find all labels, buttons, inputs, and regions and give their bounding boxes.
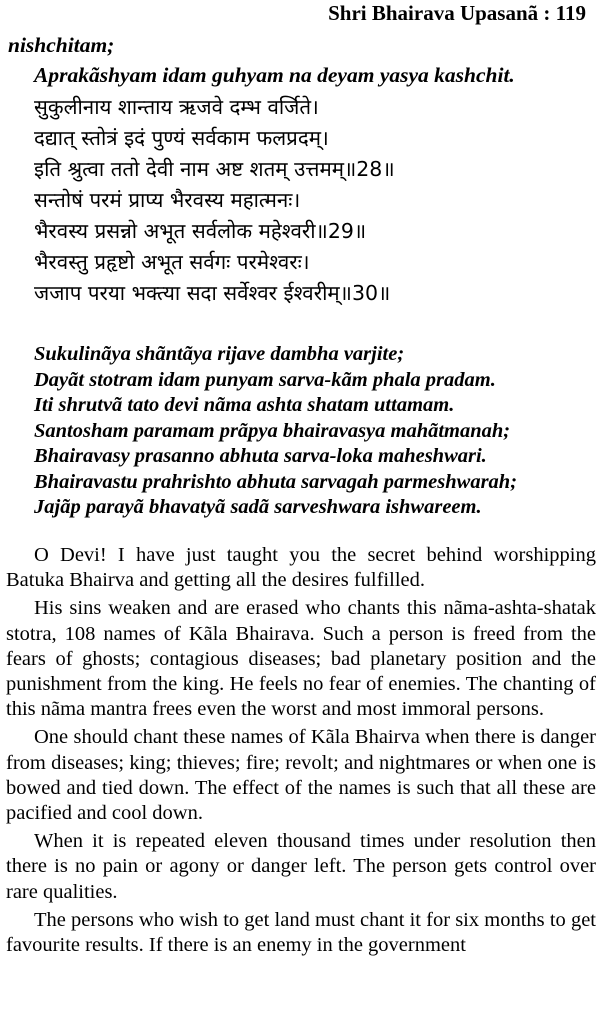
transliteration-line: Sukulinãya shãntãya rijave dambha varjite; (34, 343, 405, 365)
transliteration-line: Iti shrutvã tato devi nãma ashta shatam uttamam. (34, 394, 455, 416)
devanagari-line: सुकुलीनाय शान्ताय ऋजवे दम्भ वर्जिते। (34, 95, 319, 119)
paragraph: When it is repeated eleven thousand times under resolution then there is no pain or agony or danger left. The person gets control over rare qualities. (6, 830, 596, 903)
paragraph: One should chant these names of Kãla Bhairva when there is danger from diseases; king; thieves; fire; revolt; and nightmares or when one is bowed and tied down. The effect of the names is such that all these are pacified and cool down. (6, 726, 596, 825)
transliteration-line: Bhairavastu prahrishto abhuta sarvagah parmeshwarah; (34, 470, 518, 493)
transliteration-line: Santosham paramam prãpya bhairavasya mahãtmanah; (34, 419, 511, 442)
devanagari-line: दद्यात् स्तोत्रं इदं पुण्यं सर्वकाम फलप्रदम्। (34, 126, 329, 150)
transliteration-line: Dayãt stotram idam punyam sarva-kãm phala pradam. (34, 368, 496, 391)
devanagari-line: भैरवस्य प्रसन्नो अभूत सर्वलोक महेश्वरी॥29॥ (34, 219, 367, 243)
devanagari-line: इति श्रुत्वा ततो देवी नाम अष्ट शतम् उत्तमम्॥28॥ (34, 157, 395, 181)
devanagari-line: सन्तोषं परमं प्राप्य भैरवस्य महात्मनः। (34, 188, 301, 212)
paragraph: O Devi! I have just taught you the secret behind worshipping Batuka Bhairva and getting all the desires fulfilled. (6, 544, 596, 592)
transliteration-line: Jajãp parayã bhavatyã sadã sarveshwara ishwareem. (34, 496, 482, 518)
paragraph: The persons who wish to get land must chant it for six months to get favourite results. If there is an enemy in the government (6, 908, 596, 957)
running-header: Shri Bhairava Upasanã : 119 (328, 1, 586, 25)
body-text (6, 543, 596, 961)
devanagari-line: भैरवस्तु प्रहृष्टो अभूत सर्वगः परमेश्वरः। (34, 250, 310, 274)
transliteration-verses (34, 342, 517, 521)
paragraph: His sins weaken and are erased who chants this nãma-ashta-shatak stotra, 108 names of Kãla Bhairava. Such a person is freed from the fears of ghosts; contagious diseases; bad planetary position and the punishment from the king. He feels no fear of enemies. The chanting of this nãma mantra frees even the worst and most immoral persons. (6, 597, 596, 721)
verse-continuation: nishchitam; (8, 33, 115, 57)
verse-roman-intro: Aprakãshyam idam guhyam na deyam yasya kashchit. (34, 63, 515, 87)
devanagari-line: जजाप परया भक्त्या सदा सर्वेश्वर ईश्वरीम्॥30॥ (34, 281, 391, 305)
devanagari-verses (34, 92, 395, 309)
transliteration-line: Bhairavasy prasanno abhuta sarva-loka maheshwari. (34, 445, 487, 467)
